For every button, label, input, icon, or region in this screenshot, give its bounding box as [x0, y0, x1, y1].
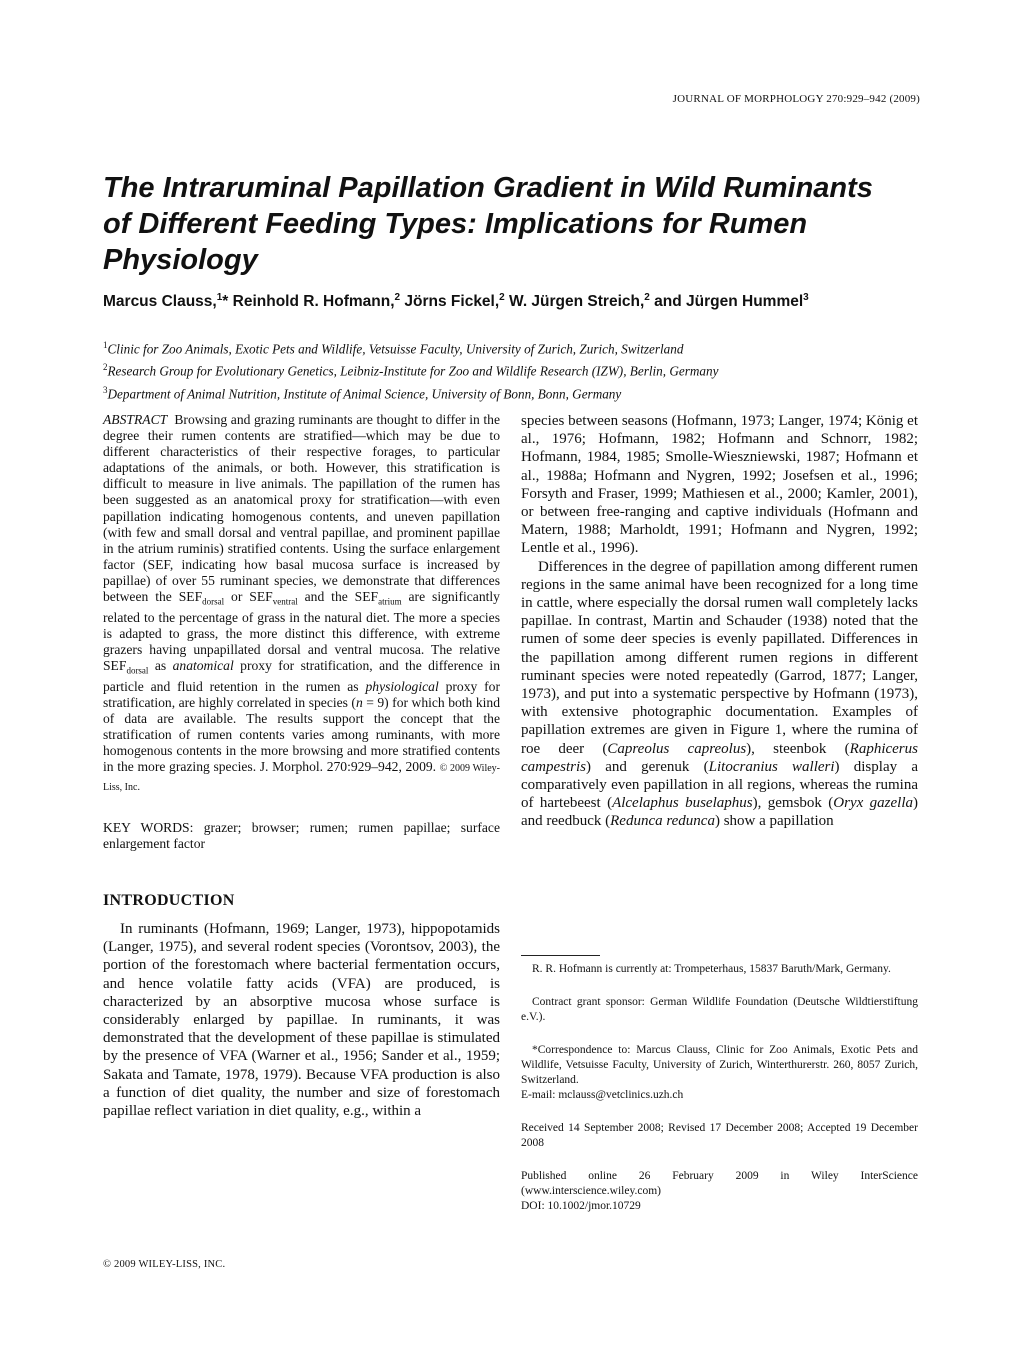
footnotes — [521, 962, 918, 1232]
article-title: The Intraruminal Papillation Gradient in Wild Ruminants of Different Feeding Types: Implications for Rumen Physiology — [103, 172, 873, 276]
affiliation: $^1$Clinic for Zoo Animals, Exotic Pets and Wildlife, Vetsuisse Faculty, University of Zurich, Zurich, Switzerland — [103, 340, 684, 357]
author: Reinhold R. Hofmann,$^2$ — [232, 292, 401, 311]
footnote-affiliation-note: R. R. Hofmann is currently at: Trompeterhaus, 15837 Baruth/Mark, Germany. — [532, 963, 891, 975]
footnote-grant: Contract grant sponsor: German Wildlife Foundation (Deutsche Wildtierstiftung e.V.). — [521, 996, 918, 1023]
body-paragraph: species between seasons (Hofmann, 1973; Langer, 1974; König et al., 1976; Hofmann, 1982; Hofmann and Schnorr, 1982; Hofmann, 1984, 1985; Smolle-Wieszniewski, 1987; Hofmann et al., 1988a; Hofmann and Nygren, 1992; Josefsen et al., 1996; Forsyth and Fraser, 1999; Mathiesen et al., 2000; Kamler, 2001), or between free-ranging and captive individuals (Hofmann and Matern, 1988; Marholdt, 1991; Hofmann and Nygren, 1992; Lentle et al., 1996). — [521, 413, 918, 557]
author: W. Jürgen Streich,$^2$ — [509, 292, 650, 311]
affiliation: $^2$Research Group for Evolutionary Genetics, Leibniz-Institute for Zoo and Wildlife Research (IZW), Berlin, Germany — [103, 362, 719, 379]
footnote-received: Received 14 September 2008; Revised 17 December 2008; Accepted 19 December 2008 — [521, 1122, 918, 1149]
left-column — [103, 412, 500, 1120]
author: Marcus Clauss,$^1$* — [103, 292, 229, 311]
author-list — [103, 292, 809, 311]
introduction-paragraph: In ruminants (Hofmann, 1969; Langer, 1973), hippopotamids (Langer, 1975), and several rodent species (Vorontsov, 2003), the portion of the forestomach where bacterial fermentation occurs, and hence volatile fatty acids (VFA) are produced, is characterized by an absorptive mucosa whose surface is considerably enlarged by papillae. In ruminants, it was demonstrated that the development of these papillae is stimulated by the presence of VFA (Warner et al., 1956; Sander et al., 1959; Sakata and Tamate, 1978, 1979). Because VFA production is also a function of diet quality, the number and size of forestomach papillae reflect variation in diet quality, e.g., within a — [103, 920, 500, 1120]
species-name: Redunca redunca — [610, 813, 715, 830]
affiliation: $^3$Department of Animal Nutrition, Institute of Animal Science, University of Bonn, Bonn, Germany — [103, 384, 622, 402]
footnote-email: E-mail: mclauss@vetclinics.uzh.ch — [521, 1089, 684, 1101]
affiliations — [103, 336, 923, 403]
footnote-doi: DOI: 10.1002/jmor.10729 — [521, 1200, 641, 1212]
author: and Jürgen Hummel$^3$ — [654, 292, 809, 311]
species-name: Oryx gazella — [833, 795, 913, 812]
right-column — [521, 412, 918, 831]
footnote-divider — [521, 955, 600, 956]
species-name: Alcelaphus buselaphus — [612, 795, 753, 812]
body-paragraph: Differences in the degree of papillation among different rumen regions in the same animal have been recognized for a long time in cattle, where especially the dorsal rumen wall completely lacks papillae. In contrast, Martin and Schauder (1938) noted that the rumen of some deer species is evenly papillated. Differences in the papillation among different rumen regions in different ruminant species were noted repeatedly (Garrod, 1877; Langer, 1973), and put into a systematic perspective by Hofmann (1973), with extensive photographic documentation. Examples of papillation extremes are given in Figure 1, where the rumina of roe deer (Capreolus capreolus), steenbok (Raphicerus campestris) and gerenuk (Litocranius walleri) display a comparatively even papillation in all regions, whereas the rumina of hartebeest (Alcelaphus buselaphus), gemsbok (Oryx gazella) and reedbuck (Redunca redunca) show a papillation — [521, 558, 918, 830]
author: Jörns Fickel,$^2$ — [404, 292, 505, 311]
keywords: KEY WORDS: grazer; browser; rumen; rumen papillae; surface enlargement factor — [103, 819, 500, 851]
footnote-correspondence: *Correspondence to: Marcus Clauss, Clinic for Zoo Animals, Exotic Pets and Wildlife, Vetsuisse Faculty, University of Zurich, Winterthurerstr. 260, 8057 Zurich, Switzerland. E-mail: mclauss@vetclinics.uzh.ch — [521, 1044, 918, 1101]
journal-header: JOURNAL OF MORPHOLOGY 270:929–942 (2009) — [672, 93, 920, 105]
section-heading-introduction: INTRODUCTION — [103, 891, 235, 909]
abstract-copyright: © 2009 Wiley-Liss, Inc. — [103, 763, 500, 793]
page-footer-copyright: © 2009 WILEY-LISS, INC. — [103, 1259, 226, 1270]
species-name: Capreolus capreolus — [607, 740, 747, 757]
footnote-publication: Published online 26 February 2009 in Wiley InterScience (www.interscience.wiley.com) DOI: 10.1002/jmor.10729 — [521, 1170, 918, 1212]
species-name: Litocranius walleri — [708, 758, 835, 775]
abstract: ABSTRACT Browsing and grazing ruminants are thought to differ in the degree their rumen contents are stratified—which may be due to different characteristics of their respective forages, to particular adaptations of the animals, or both. However, this stratification is difficult to measure in live animals. The papillation of the rumen has been suggested as an anatomical proxy for stratification—with even papillation indicating homogenous contents, and uneven papillation (with few and small dorsal and ventral papillae, and prominent papillae in the atrium ruminis) stratified contents. Using the surface enlargement factor (SEF, indicating how basal mucosa surface is increased by papillae) of over 55 ruminant species, we demonstrate that differences between the $SEF_{dorsal}$ or $SEF_{ventral}$ and the $SEF_{atrium}$ are significantly related to the percentage of grass in the natural diet. The more a species is adapted to grass, the more distinct this difference, with extreme grazers having unpapillated dorsal and ventral mucosa. The relative $SEF_{dorsal}$ as anatomical proxy for stratification, and the difference in particle and fluid retention in the rumen as physiological proxy for stratification, are highly correlated in species (n = 9) for which both kind of data are available. The results support the concept that the stratification of rumen contents varies among ruminants, with more homogenous contents in the more browsing and more stratified contents in the more grazing species. J. Morphol. 270:929–942, 2009. © 2009 Wiley-Liss, Inc. — [103, 412, 500, 793]
species-name: Raphicerus campestris — [521, 740, 918, 775]
